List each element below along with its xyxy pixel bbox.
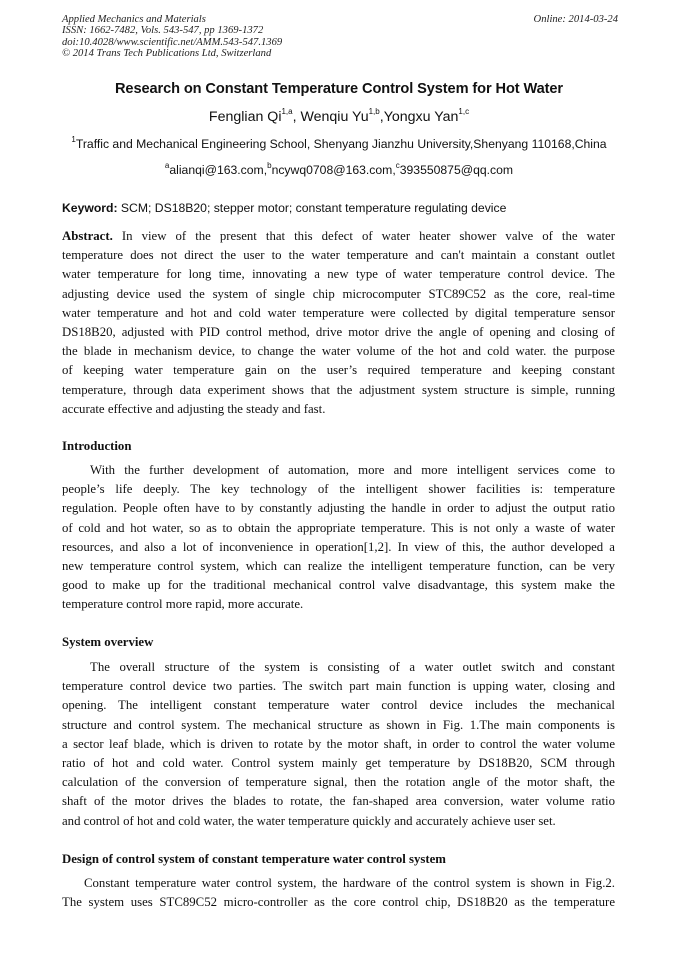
control-system-paragraph: [62, 874, 615, 912]
paragraph-line: regulation. People often have to by constantly adjusting the handle in order to adjust the output ratio: [62, 501, 615, 516]
section-heading-control-system-design: Design of control system of constant temperature water control system: [62, 852, 446, 866]
paper-title: Research on Constant Temperature Control System for Hot Water: [114, 81, 563, 97]
email-address: 393550875@qq.com: [399, 163, 514, 177]
paragraph-line: opening. The intelligent constant temperature water control device includes the mechanical: [62, 698, 615, 713]
paragraph-line: good to make up for the traditional mechanical control valve disadvantage, this system make the: [62, 578, 615, 593]
abstract-line: temperature does not direct the user to the water temperature and can't maintain a constant outlet: [62, 248, 615, 263]
abstract-line: accurate effective and adjusting the steady and fast.: [62, 401, 326, 416]
doi-line: doi:10.4028/www.scientific.net/AMM.543-547.1369: [62, 36, 283, 48]
author-superscript: 1,b: [368, 107, 380, 117]
paragraph-line: a sector leaf blade, which is driven to rotate by the motor shaft, in order to control the water volume: [62, 736, 615, 751]
paragraph-line: The system uses STC89C52 micro-controller as the core control chip, DS18B20 as the temperature: [62, 895, 615, 910]
paragraph-line: Constant temperature water control system, the hardware of the control system is shown in Fig.2.: [84, 876, 615, 890]
abstract-line: adjusting device used the system of single chip microcomputer STC89C52 as the core, real-time: [62, 286, 615, 301]
abstract: [62, 227, 615, 419]
abstract-line: water temperature for long time, innovating a new type of water temperature control device. The: [62, 267, 615, 282]
paragraph-line: ratio of hot and cold water. Control system mainly get temperature by DS18B20, SCM through: [62, 756, 615, 771]
author-name: Fenglian Qi: [208, 109, 282, 125]
author-superscript: 1,a: [281, 107, 293, 117]
paragraph-line: temperature control device two parties. The switch part main function is upping water, closing and: [62, 679, 615, 694]
paragraph-line: calculation of the conversion of temperature signal, then the rotation angle of the motor shaft, the: [62, 775, 615, 790]
email-superscript: c: [395, 160, 400, 170]
keywords-text: SCM; DS18B20; stepper motor; constant temperature regulating device: [117, 201, 507, 215]
affiliation-superscript: 1: [71, 134, 76, 144]
abstract-line: of keeping water temperature gain on the user’s required temperature and keeping constant: [62, 363, 615, 378]
author-name: Wenqiu Yu: [300, 109, 369, 125]
paragraph-line: With the further development of automation, more and more intelligent services come to: [90, 463, 615, 477]
abstract-label: Abstract.: [62, 229, 113, 243]
abstract-line: the blade in mechanism device, to change the water volume of the hot and cold water. the purpose: [62, 344, 615, 359]
email-superscript: a: [164, 160, 170, 170]
paragraph-line: structure and control system. The mechanical structure as shown in Fig. 1.The main components is: [62, 717, 615, 732]
affiliation: [0, 136, 678, 152]
keywords-label: Keyword:: [62, 201, 118, 215]
affiliation-text: Traffic and Mechanical Engineering School, Shenyang Jianzhu University,Shenyang 110168,China: [75, 137, 607, 151]
journal-name: Applied Mechanics and Materials: [62, 14, 206, 25]
paragraph-line: shaft of the motor drives the blades to rotate, the fan-shaped area conversion, water volume ratio: [62, 794, 615, 809]
paragraph-line: of cold and hot water, so as to obtain the appropriate temperature. This is not only a waste of water: [62, 520, 615, 535]
paragraph-line: temperature control more rapid, more accurate.: [62, 597, 304, 612]
email-address: alianqi@163.com,: [169, 163, 268, 177]
copyright-line: © 2014 Trans Tech Publications Ltd, Switzerland: [62, 47, 272, 59]
system-overview-paragraph: [62, 658, 615, 831]
section-heading-system-overview: System overview: [62, 635, 154, 649]
paragraph-line: and control of hot and cold water, the water temperature quickly and accurately achieve user set.: [62, 813, 556, 828]
paragraph-line: new temperature control system, which can realize the intelligent temperature function, can be very: [62, 559, 615, 574]
journal-header: [62, 14, 618, 59]
introduction-paragraph: [62, 461, 615, 615]
abstract-line: water temperature and hot and cold water temperature were collected by digital temperature sensor: [62, 305, 615, 320]
issn-line: ISSN: 1662-7482, Vols. 543-547, pp 1369-1372: [62, 25, 264, 37]
paragraph-line: The overall structure of the system is consisting of a water outlet switch and constant: [90, 660, 615, 674]
email-list: [0, 162, 678, 178]
email-address: ncywq0708@163.com,: [271, 163, 396, 177]
paragraph-line: people’s life deeply. The key technology of the intelligent shower facilities is: temperature: [62, 482, 615, 497]
paragraph-line: resources, and also a lot of inconvenience in operation[1,2]. In view of this, the author developed a: [62, 539, 615, 554]
section-heading-introduction: Introduction: [62, 439, 132, 453]
abstract-line: temperature, through data experiment shows that the adjustment system structure is simple, running: [62, 382, 615, 397]
author-superscript: 1,c: [458, 107, 470, 117]
email-superscript: b: [267, 160, 272, 170]
keywords: [62, 200, 618, 216]
abstract-line: In view of the present that this defect of water heater shower valve of the water: [112, 229, 615, 243]
abstract-line: DS18B20, adjusted with PID control method, drive motor drive the angle of opening and closing of: [62, 325, 615, 340]
author-list: Fenglian Qi$^{1,a}$, Wenqiu Yu$^{1,b}$,Yongxu Yan$^{1,c}$: [208, 107, 470, 125]
author-name: Yongxu Yan: [383, 109, 459, 125]
online-date: Online: 2014-03-24: [533, 14, 618, 25]
